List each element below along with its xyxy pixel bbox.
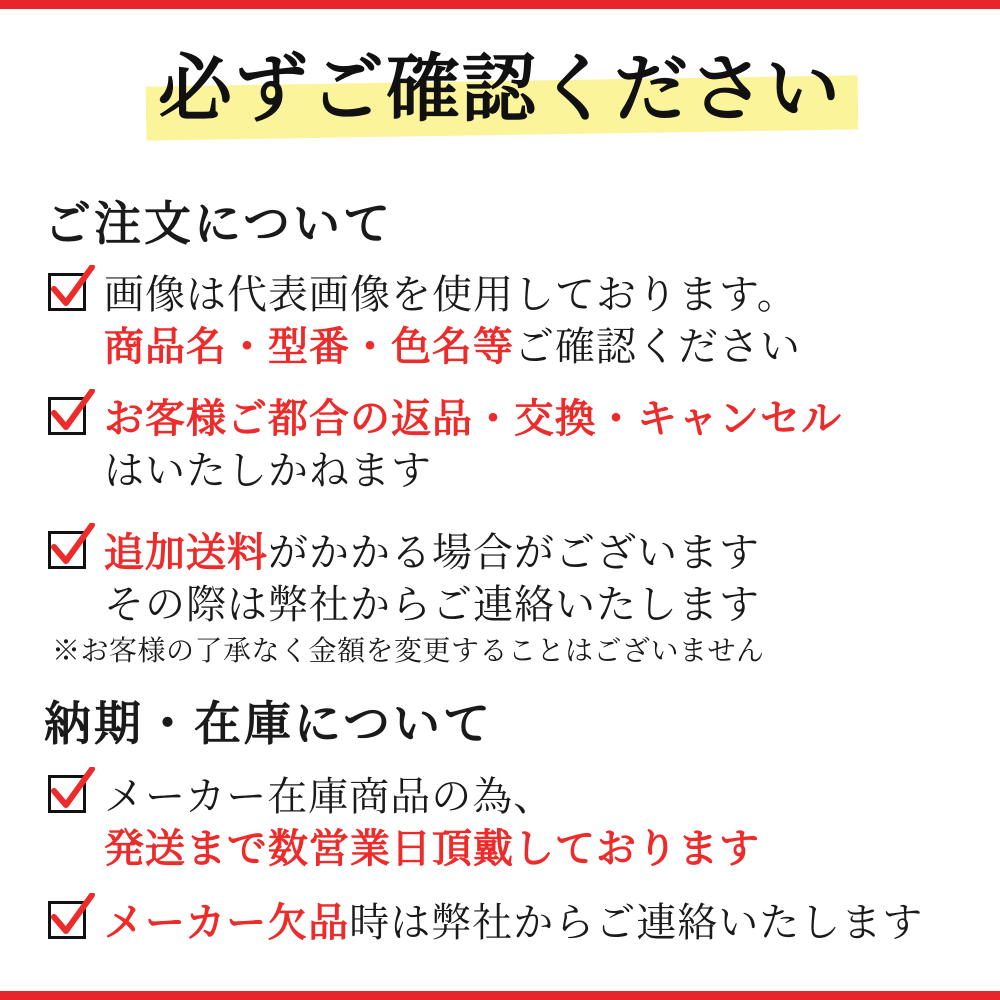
checklist-line: はいたしかねます <box>104 448 432 494</box>
checklist-item-text <box>104 897 978 949</box>
checklist-item <box>48 393 978 497</box>
page-title-block <box>0 43 1000 136</box>
checklist-item <box>48 269 978 373</box>
checklist-item-text <box>104 269 978 373</box>
section-heading-order: ご注文について <box>44 197 394 252</box>
check-mark-icon <box>48 531 86 569</box>
checklist-line-rest: がかかる場合がございます <box>268 530 760 576</box>
checklist-item-text <box>52 527 978 670</box>
checklist-line <box>104 527 978 579</box>
checklist-line: お客様ご都合の返品・交換・キャンセル <box>104 395 842 442</box>
section-heading-delivery: 納期・在庫について <box>44 697 494 752</box>
checklist-line <box>104 321 978 373</box>
checklist-note: ※お客様の了承なく金額を変更することはございません <box>52 634 765 667</box>
checklist-line-emphasis: メーカー欠品 <box>104 899 350 946</box>
checklist-line-rest: ご確認ください <box>514 324 801 370</box>
check-mark-icon <box>48 901 86 939</box>
checklist-line-rest: 時は弊社からご連絡いたします <box>349 900 924 946</box>
checklist-line: 画像は代表画像を使用しております。 <box>104 272 798 318</box>
check-mark-icon <box>48 397 86 435</box>
check-mark-icon <box>48 775 86 813</box>
checklist-line <box>104 897 978 949</box>
checklist-item-text <box>104 393 978 497</box>
check-mark-icon <box>48 273 86 311</box>
checklist-item-text <box>104 771 978 875</box>
checklist-line-emphasis: 追加送料 <box>104 529 268 576</box>
checklist-line: その際は弊社からご連絡いたします <box>104 582 760 628</box>
checklist-line-emphasis: 商品名・型番・色名等 <box>104 323 514 370</box>
page-title: 必ずご確認ください <box>158 46 842 132</box>
checklist-item <box>48 771 978 875</box>
checklist-line: 発送まで数営業日頂戴しております <box>104 825 760 872</box>
checklist-item <box>48 897 978 949</box>
checklist-line: メーカー在庫商品の為、 <box>104 774 555 820</box>
checklist-item <box>48 527 978 670</box>
